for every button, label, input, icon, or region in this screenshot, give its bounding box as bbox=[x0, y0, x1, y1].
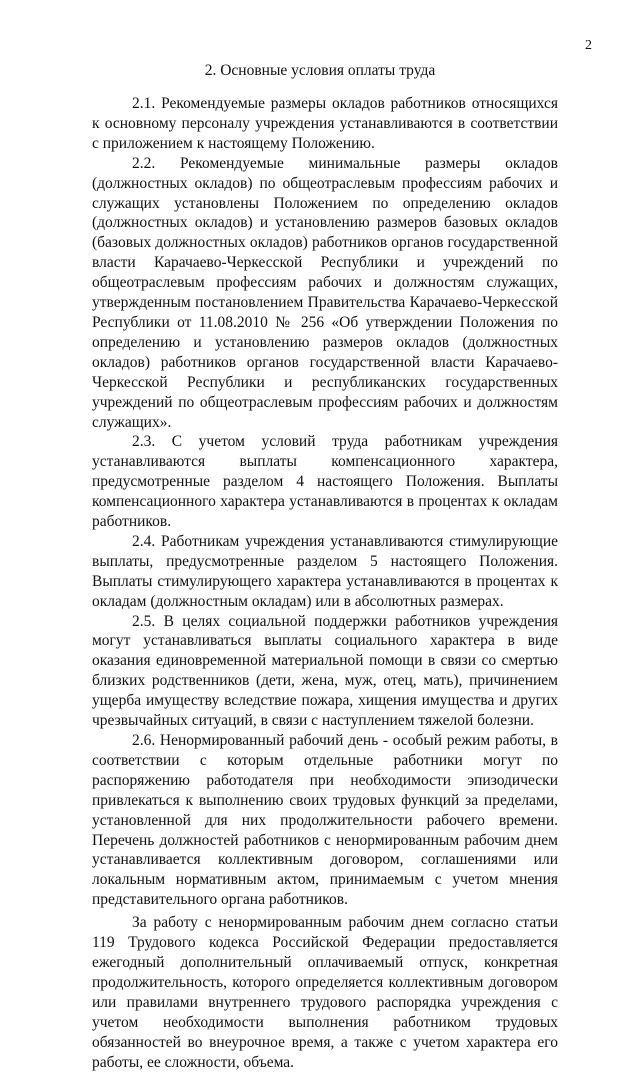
page-number: 2 bbox=[585, 38, 592, 53]
paragraph-2-4: 2.4. Работникам учреждения устанавливаются стимулирующие выплаты, предусмотренные разделом 5 настоящего Положения. Выплаты стимулирующего характера устанавливаются в процентах к окладам (должностным окладам) или в абсолютных размерах. bbox=[92, 532, 558, 610]
paragraph-2-3: 2.3. С учетом условий труда работникам учреждения устанавливаются выплаты компенсационного характера, предусмотренные разделом 4 настоящего Положения. Выплаты компенсационного характера устанавливаются в процентах к окладам работников. bbox=[92, 433, 558, 531]
document-body bbox=[92, 94, 558, 1072]
paragraph-2-6: 2.6. Ненормированный рабочий день - особый режим работы, в соответствии с которым отдельные работники могут по распоряжению работодателя при необходимости эпизодически привлекаться к выполнению своих трудовых функций за пределами, установленной для них продолжительности рабочего времени. Перечень должностей работников с ненормированным рабочим днем устанавливается коллективным договором, соглашениями или локальным нормативным актом, принимаемым с учетом мнения представительного органа работников. bbox=[92, 732, 558, 909]
paragraph-2-5: 2.5. В целях социальной поддержки работников учреждения могут устанавливаться выплаты социального характера в виде оказания единовременной материальной помощи в связи со смертью близких родственников (дети, жена, муж, отец, мать), причинением ущерба имуществу вследствие пожара, хищения имущества и других чрезвычайных ситуаций, в связи с наступлением тяжелой болезни. bbox=[92, 612, 558, 730]
paragraph-2-2: 2.2. Рекомендуемые минимальные размеры окладов (должностных окладов) по общеотраслевым профессиям рабочих и служащих установлены Положением по определению окладов (должностных окладов) и установлению размеров базовых окладов (базовых должностных окладов) работников органов государственной власти Карачаево-Черкесской Республики и учреждений по общеотраслевым профессиям рабочих и должностям служащих, утвержденным постановлением Правительства Карачаево-Черкесской Республики от 11.08.2010 № 256 «Об утверждении Положения по определению и установлению размеров окладов (должностных окладов) работников органов государственной власти Карачаево-Черкесской Республики и республиканских государственных учреждений по общеотраслевым профессиям рабочих и должностям служащих». bbox=[92, 154, 558, 431]
paragraph-overtime-leave: За работу с ненормированным рабочим днем согласно статьи 119 Трудового кодекса Российской Федерации предоставляется ежегодный дополнительный оплачиваемый отпуск, конкретная продолжительность, которого определяется коллективным договором или правилами внутреннего трудового распорядка учреждения с учетом необходимости выполнения работником трудовых обязанностей во внеурочное время, а также с учетом характера его работы, ее сложности, объема. bbox=[92, 914, 558, 1071]
paragraph-2-1: 2.1. Рекомендуемые размеры окладов работников относящихся к основному персоналу учреждения устанавливаются в соответствии с приложением к настоящему Положению. bbox=[92, 95, 558, 152]
section-heading: 2. Основные условия оплаты труда bbox=[204, 62, 436, 79]
